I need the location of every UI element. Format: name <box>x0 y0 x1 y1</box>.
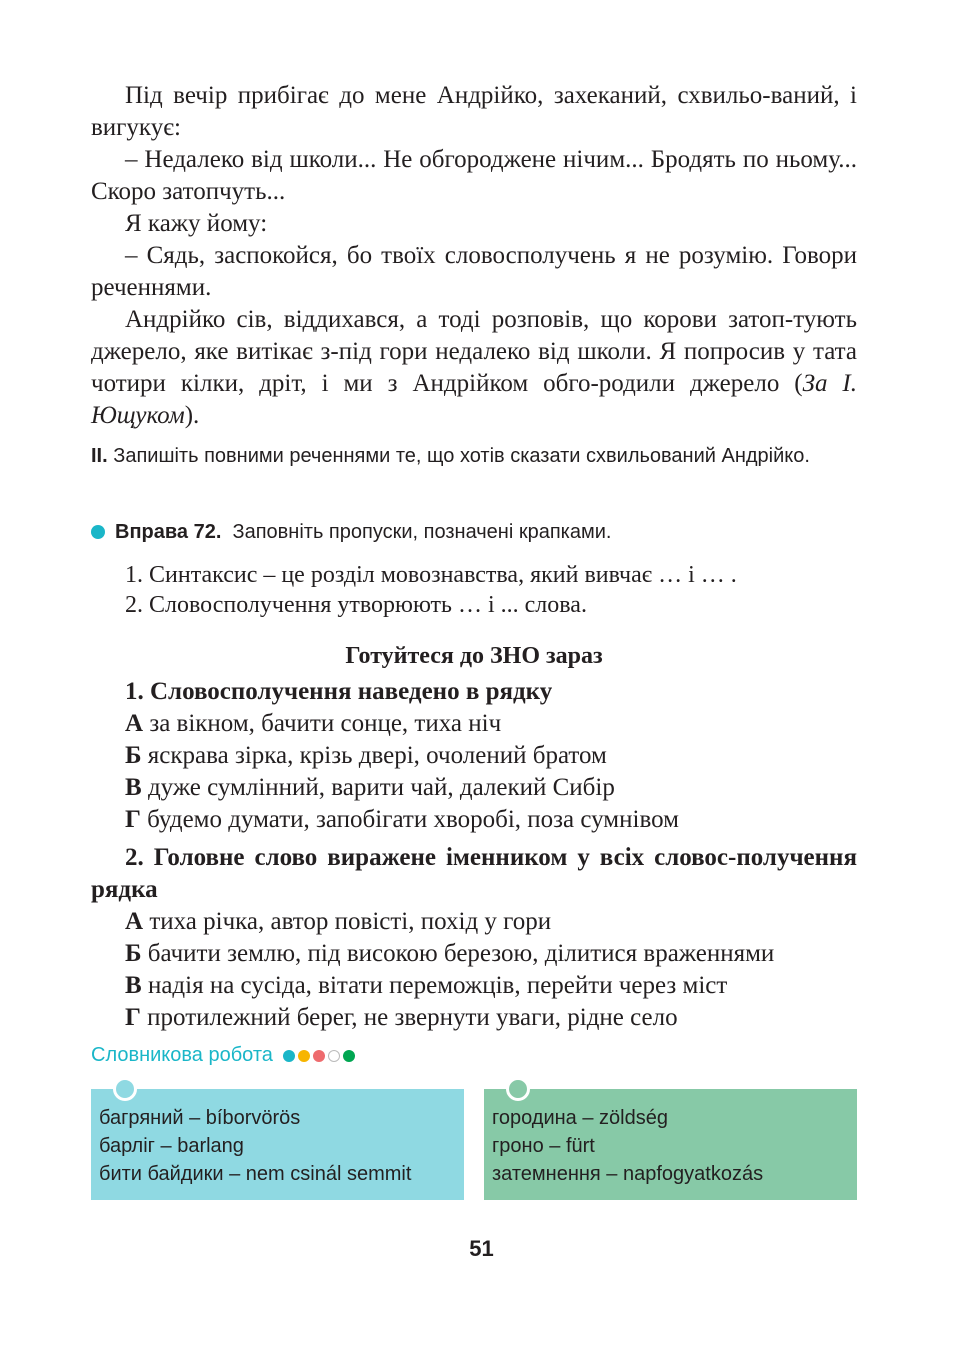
answer-option <box>91 970 857 1002</box>
option-text: протилежний берег, не звернути уваги, рідне село <box>140 1004 678 1031</box>
bullet-icon <box>91 525 105 539</box>
question-text: 2. Головне слово виражене іменником у всіх словос-получення рядка <box>91 844 857 903</box>
option-text: дуже сумлінний, варити чай, далекий Сибір <box>141 774 615 801</box>
story-paragraph-text: Андрійко сів, віддихався, а тоді розповів, що корови затоп-тують джерело, яке витікає з-під гори недалеко від школи. Я попросив у тата чотири кілки, дріт, і ми з Андрійком обго-родили джерело ( <box>91 306 857 397</box>
option-letter: Г <box>125 806 141 833</box>
exercise-instruction: Заповніть пропуски, позначені крапками. <box>232 521 612 543</box>
color-dot-icon <box>298 1050 310 1062</box>
task-number: ІІ. <box>91 445 108 467</box>
wave-edge <box>484 1195 857 1205</box>
answer-option <box>91 772 857 804</box>
option-letter: Б <box>125 940 142 967</box>
option-text: будемо думати, запобігати хворобі, поза сумнівом <box>140 806 679 833</box>
color-dot-icon <box>343 1050 355 1062</box>
story-paragraph: Я кажу йому: <box>125 210 268 237</box>
option-text: за вікном, бачити сонце, тиха ніч <box>143 710 502 737</box>
exercise-72 <box>91 518 857 620</box>
option-letter: В <box>125 774 142 801</box>
answer-option <box>91 938 857 970</box>
vocabulary-entry: багряний – bíborvörös <box>99 1107 301 1129</box>
ring-icon <box>506 1077 530 1101</box>
option-letter: Г <box>125 1004 141 1031</box>
answer-option <box>91 740 857 772</box>
option-text: бачити землю, під високою березою, ділитися враженнями <box>141 940 775 967</box>
story-paragraph-last <box>91 304 857 432</box>
vocabulary-title <box>91 1044 355 1067</box>
exercise-item: 1. Синтаксис – це розділ мовознавства, який вивчає … і … . <box>125 562 737 588</box>
vocabulary-cards <box>91 1089 857 1200</box>
question-text: 1. Словосполучення наведено в рядку <box>125 678 553 705</box>
answer-option <box>91 804 857 836</box>
color-dot-icon <box>313 1050 325 1062</box>
story-paragraph-end: ). <box>184 402 200 429</box>
vocabulary-entry: затемнення – napfogyatkozás <box>492 1163 764 1185</box>
vocabulary-title-text: Словникова робота <box>91 1044 273 1066</box>
option-letter: А <box>125 710 144 737</box>
zno-question-1 <box>91 676 857 836</box>
answer-option <box>91 906 857 938</box>
story-paragraph: – Недалеко від школи... Не обгороджене нічим... Бродять по ньому... Скоро затопчуть... <box>91 146 857 205</box>
color-dot-icon <box>283 1050 295 1062</box>
exercise-heading <box>91 518 857 546</box>
option-text: яскрава зірка, крізь двері, очолений братом <box>141 742 607 769</box>
vocabulary-entry: бити байдики – nem csinál semmit <box>99 1163 412 1185</box>
story-paragraph: Під вечір прибігає до мене Андрійко, захеканий, схвильо-ваний, і вигукує: <box>91 82 857 141</box>
vocabulary-card <box>91 1089 464 1200</box>
zno-title: Готуйтеся до ЗНО зараз <box>345 643 603 669</box>
answer-option <box>91 708 857 740</box>
wave-edge <box>91 1195 464 1205</box>
story-paragraph: – Сядь, заспокойся, бо твоїх словосполучень я не розумію. Говори реченнями. <box>91 242 857 301</box>
vocabulary-card <box>484 1089 857 1200</box>
task-text: Запишіть повними реченнями те, що хотів сказати схвильований Андрійко. <box>113 445 810 467</box>
task-ii <box>91 442 857 470</box>
zno-question-2 <box>91 842 857 1034</box>
ring-icon <box>113 1077 137 1101</box>
exercise-item: 2. Словосполучення утворюють … і ... слова. <box>125 592 587 618</box>
option-text: надія на сусіда, вітати переможців, перейти через міст <box>141 972 728 999</box>
exercise-label: Вправа 72. <box>115 521 222 543</box>
option-letter: Б <box>125 742 142 769</box>
story-text <box>91 80 857 432</box>
color-dot-icon <box>328 1050 340 1062</box>
vocabulary-entry: гроно – fürt <box>492 1135 595 1157</box>
option-text: тиха річка, автор повісті, похід у гори <box>143 908 552 935</box>
vocabulary-entry: барліг – barlang <box>99 1135 244 1157</box>
vocabulary-entry: городина – zöldség <box>492 1107 668 1129</box>
option-letter: А <box>125 908 144 935</box>
page-number: 51 <box>469 1236 494 1261</box>
answer-option <box>91 1002 857 1034</box>
option-letter: В <box>125 972 142 999</box>
author-citation: За І. Ющуком <box>91 370 857 429</box>
